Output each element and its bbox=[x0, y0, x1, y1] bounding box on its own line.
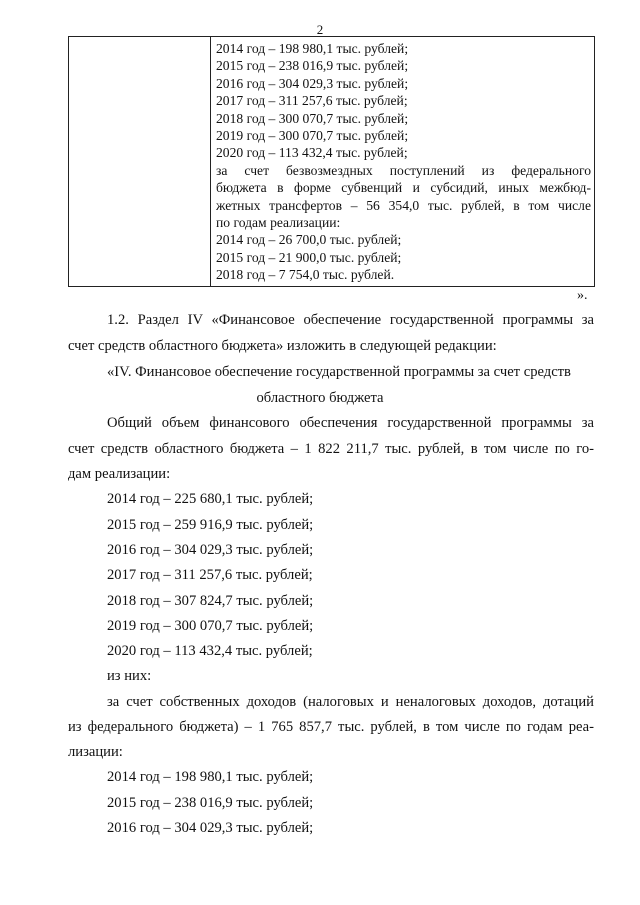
section-heading-line: «IV. Финансовое обеспечение государственной программы за счет средств bbox=[107, 364, 571, 380]
table-cell-text bbox=[216, 40, 591, 284]
paragraph-line: лизации: bbox=[68, 744, 123, 760]
year-amount-line: 2015 год – 238 016,9 тыс. рублей; bbox=[107, 795, 314, 811]
table-line: 2014 год – 26 700,0 тыс. рублей; bbox=[216, 232, 402, 248]
year-amount-line: 2015 год – 259 916,9 тыс. рублей; bbox=[107, 517, 314, 533]
table-line: по годам реализации: bbox=[216, 215, 341, 231]
table-line: 2018 год – 300 070,7 тыс. рублей; bbox=[216, 110, 409, 126]
section-heading-line: областного бюджета bbox=[256, 390, 384, 406]
closing-quote: ». bbox=[577, 288, 588, 303]
paragraph-line: дам реализации: bbox=[68, 466, 171, 482]
paragraph-line: из них: bbox=[107, 668, 152, 684]
table-line: 2017 год – 311 257,6 тыс. рублей; bbox=[216, 93, 408, 109]
year-amount-line: 2016 год – 304 029,3 тыс. рублей; bbox=[107, 542, 314, 558]
paragraph-line: Общий объем финансового обеспечения государственной программы за bbox=[107, 415, 594, 431]
table-line: 2018 год – 7 754,0 тыс. рублей. bbox=[216, 267, 395, 283]
year-amount-line: 2014 год – 198 980,1 тыс. рублей; bbox=[107, 769, 314, 785]
paragraph-line: 1.2. Раздел IV «Финансовое обеспечение государственной программы за bbox=[107, 312, 594, 328]
page-number: 2 bbox=[316, 22, 324, 37]
table-line: за счет безвозмездных поступлений из федерального bbox=[216, 162, 591, 178]
year-amount-line: 2019 год – 300 070,7 тыс. рублей; bbox=[107, 618, 314, 634]
table-line: 2014 год – 198 980,1 тыс. рублей; bbox=[216, 41, 409, 56]
table-line: 2019 год – 300 070,7 тыс. рублей; bbox=[216, 128, 409, 144]
year-amount-line: 2020 год – 113 432,4 тыс. рублей; bbox=[107, 643, 313, 659]
paragraph-line: из федерального бюджета) – 1 765 857,7 тыс. рублей, в том числе по годам реа- bbox=[68, 719, 594, 735]
funding-table bbox=[68, 36, 595, 287]
year-amount-line: 2017 год – 311 257,6 тыс. рублей; bbox=[107, 567, 313, 583]
paragraph-line: за счет собственных доходов (налоговых и неналоговых доходов, дотаций bbox=[107, 694, 594, 710]
paragraph-line: счет средств областного бюджета» изложить в следующей редакции: bbox=[68, 338, 497, 354]
table-line: жетных трансфертов – 56 354,0 тыс. рублей, в том числе bbox=[216, 197, 591, 213]
table-column-divider bbox=[210, 37, 211, 286]
paragraph-line: счет средств областного бюджета – 1 822 211,7 тыс. рублей, в том числе по го- bbox=[68, 441, 594, 457]
year-amount-line: 2016 год – 304 029,3 тыс. рублей; bbox=[107, 820, 314, 836]
table-line: 2015 год – 21 900,0 тыс. рублей; bbox=[216, 249, 402, 265]
table-line: бюджета в форме субвенций и субсидий, иных межбюд- bbox=[216, 180, 591, 196]
table-line: 2015 год – 238 016,9 тыс. рублей; bbox=[216, 58, 409, 74]
table-line: 2016 год – 304 029,3 тыс. рублей; bbox=[216, 75, 409, 91]
table-line: 2020 год – 113 432,4 тыс. рублей; bbox=[216, 145, 408, 161]
year-amount-line: 2014 год – 225 680,1 тыс. рублей; bbox=[107, 491, 314, 507]
year-amount-line: 2018 год – 307 824,7 тыс. рублей; bbox=[107, 593, 314, 609]
